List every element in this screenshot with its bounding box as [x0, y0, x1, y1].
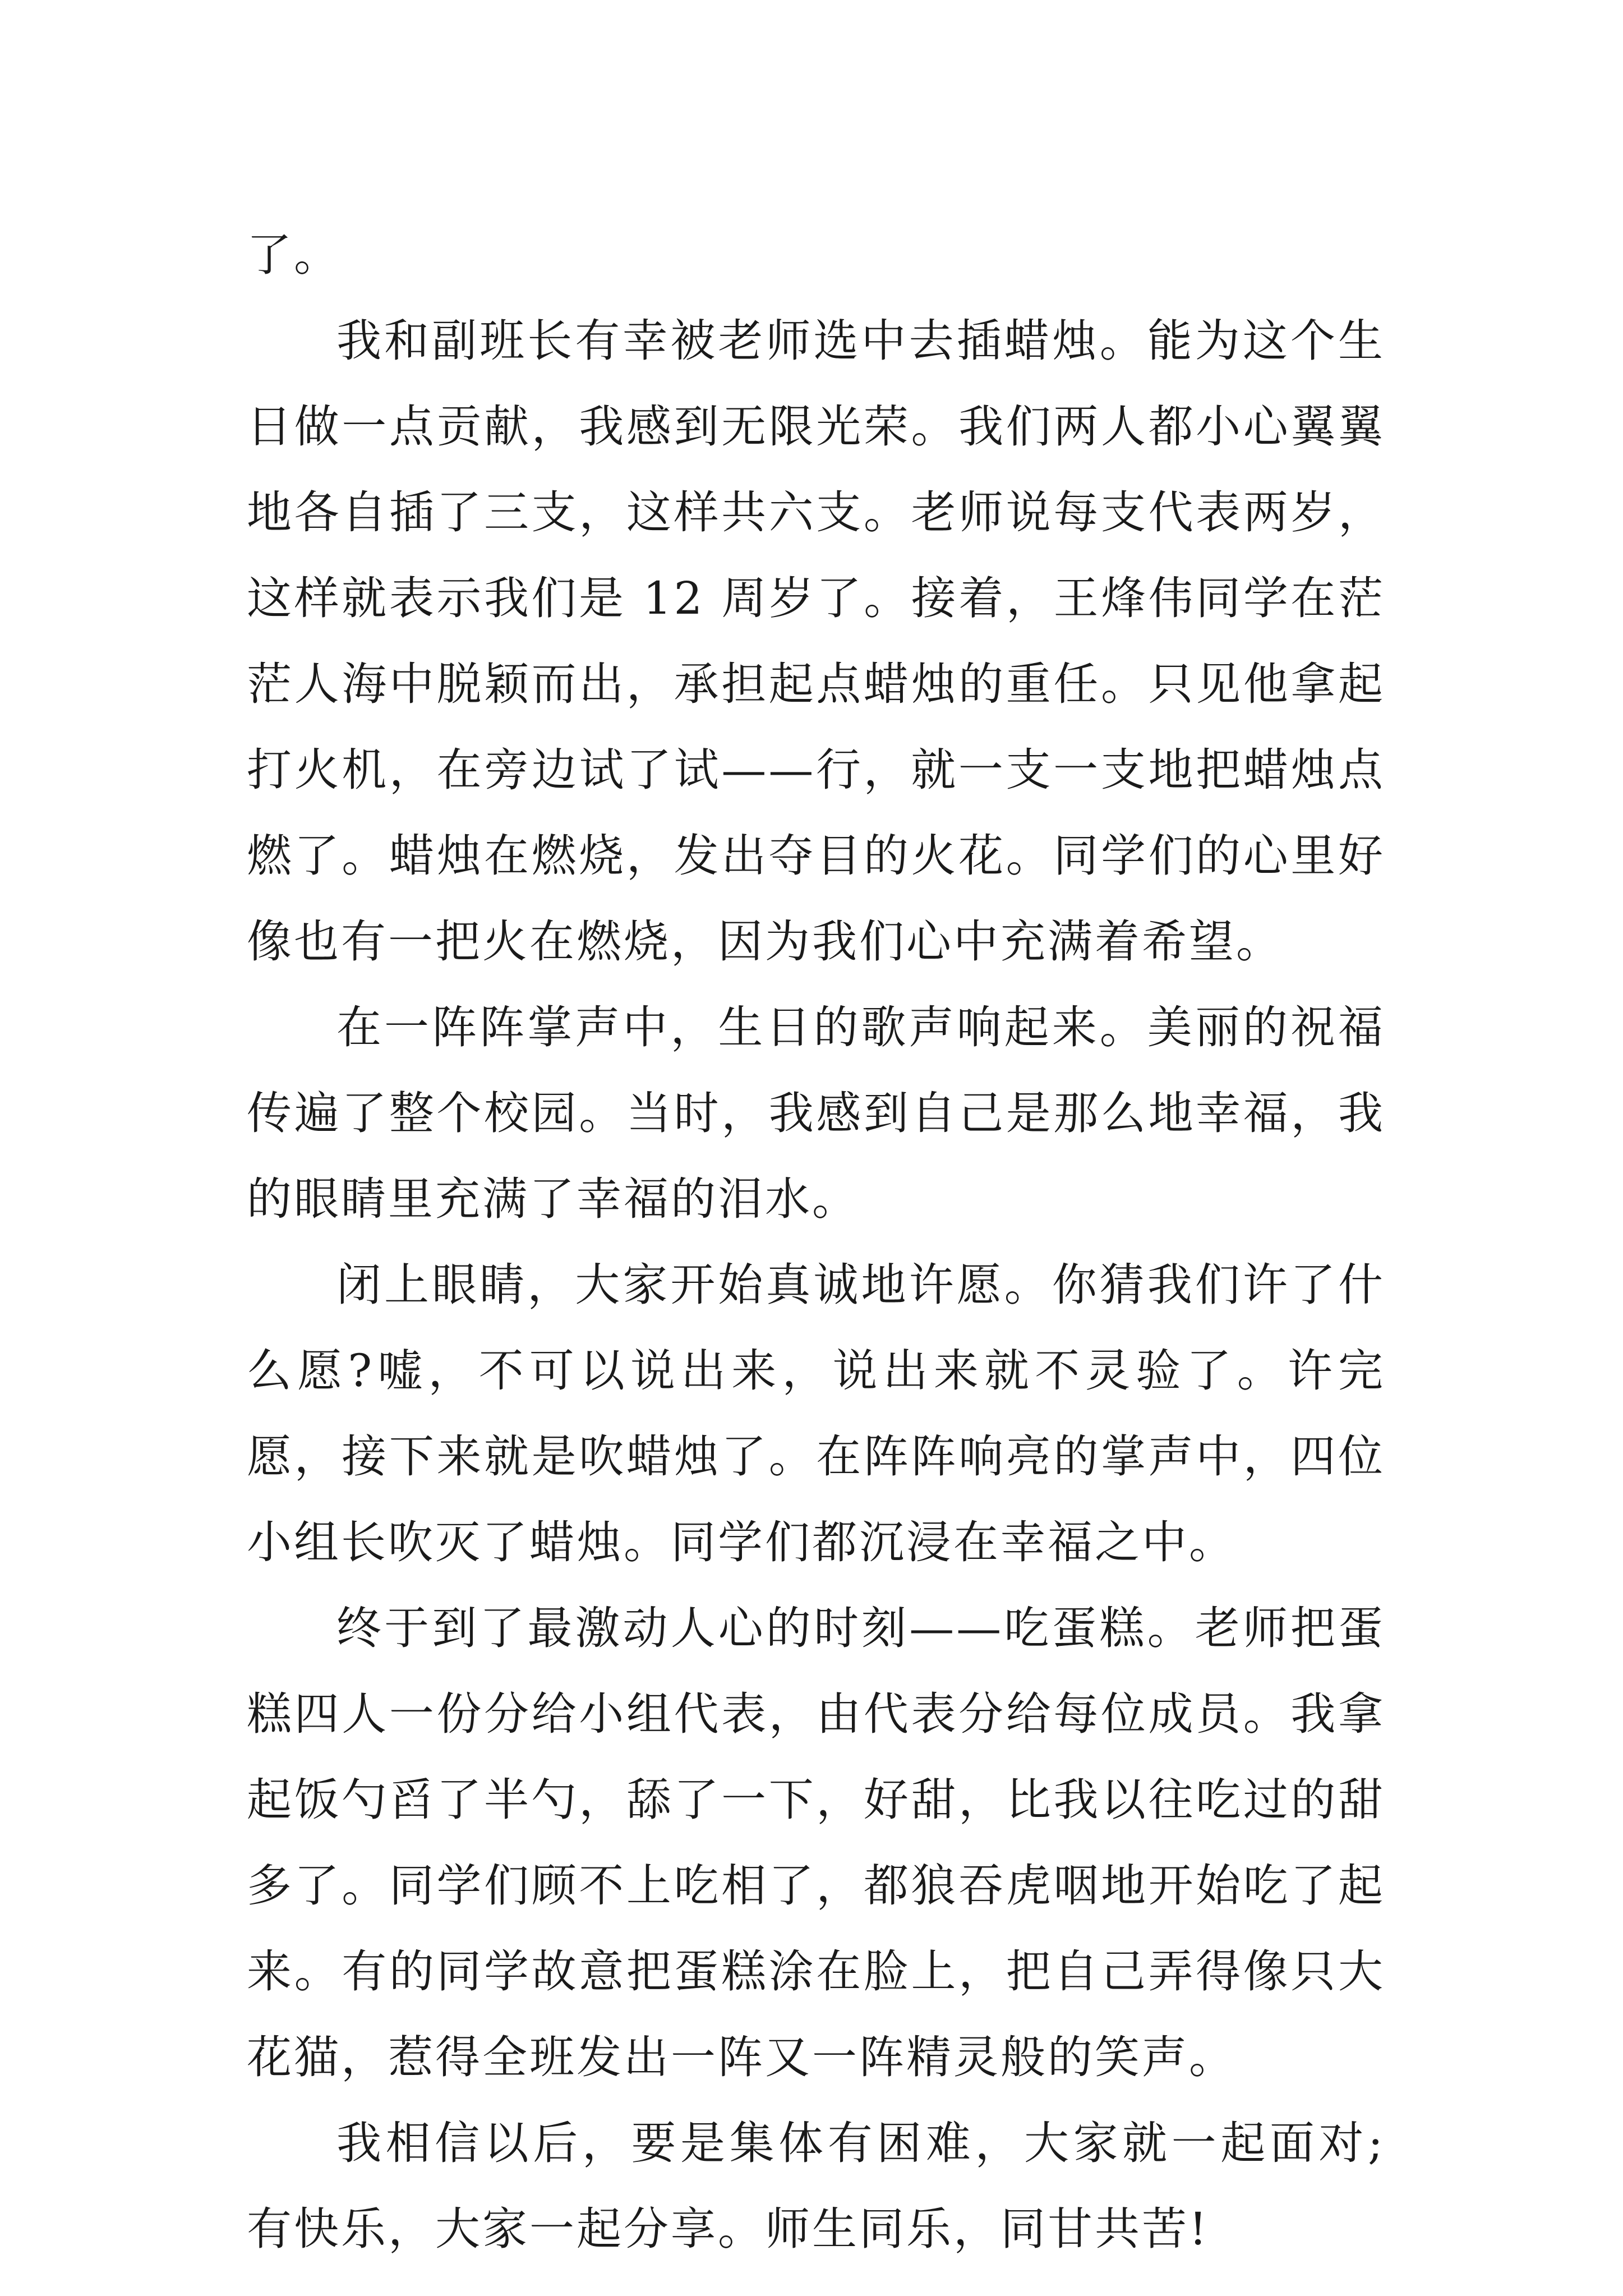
paragraph-conclusion: 我相信以后，要是集体有困难，大家就一起面对;有快乐，大家一起分享。师生同乐，同甘共苦!	[247, 2117, 1385, 2255]
paragraph-candles: 我和副班长有幸被老师选中去插蜡烛。能为这个生日做一点贡献，我感到无限光荣。我们两人都小心翼翼地各自插了三支，这样共六支。老师说每支代表两岁，这样就表示我们是 12 周岁了。接着，王烽伟同学在茫茫人海中脱颖而出，承担起点蜡烛的重任。只见他拿起打火机，在旁边试了试——行，就一支一支地把蜡烛点燃了。蜡烛在燃烧，发出夺目的火花。同学们的心里好像也有一把火在燃烧，因为我们心中充满着希望。	[247, 315, 1385, 968]
paragraph-continuation: 了。	[247, 229, 341, 281]
paragraph-song: 在一阵阵掌声中，生日的歌声响起来。美丽的祝福传遍了整个校园。当时，我感到自己是那么地幸福，我的眼睛里充满了幸福的泪水。	[247, 1001, 1385, 1225]
document-body	[247, 212, 1385, 2272]
paragraph-wish: 闭上眼睛，大家开始真诚地许愿。你猜我们许了什么愿?嘘，不可以说出来，说出来就不灵验了。许完愿，接下来就是吹蜡烛了。在阵阵响亮的掌声中，四位小组长吹灭了蜡烛。同学们都沉浸在幸福之中。	[247, 1259, 1385, 1568]
paragraph-cake: 终于到了最激动人心的时刻——吃蛋糕。老师把蛋糕四人一份分给小组代表，由代表分给每位成员。我拿起饭勺舀了半勺，舔了一下，好甜，比我以往吃过的甜多了。同学们顾不上吃相了，都狼吞虎咽地开始吃了起来。有的同学故意把蛋糕涂在脸上，把自己弄得像只大花猫，惹得全班发出一阵又一阵精灵般的笑声。	[247, 1602, 1385, 2083]
